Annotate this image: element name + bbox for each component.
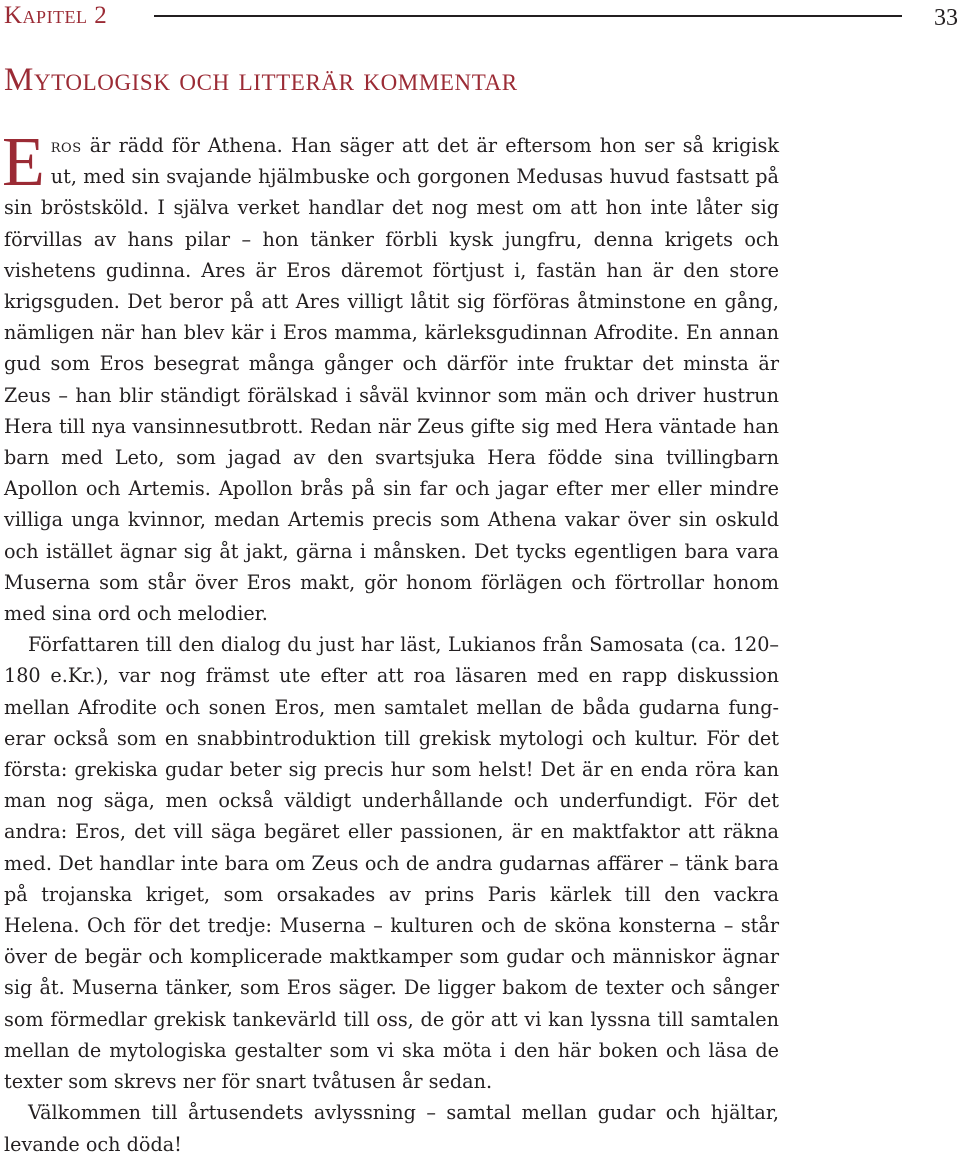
- paragraph-2-text: Författaren till den dialog du just har läst, Lukianos från Samosata (ca. 120–180 e.Kr.), var nog främst ute efter att roa läsaren med en rapp diskussion mellan Afrodite och sonen Eros, men samtalet mellan de båda gudarna fungerar också som en snabbintroduktion till grekisk mytologi och kultur. För det första: grekiska gudar beter sig precis hur som helst! Det är en enda röra kan man nog säga, men också väldigt underhållande och underfundigt. För det andra: Eros, det vill säga begäret eller passionen, är en maktfaktor att räkna med. Det handlar inte bara om Zeus och de andra gudarnas affärer – tänk bara på trojanska kriget, som orsakades av prins Paris kärlek till den vackra Helena. Och för det tredje: Muserna – kulturen och de sköna konsterna – står över de begär och komplicerade maktkamper som gudar och människor ägnar sig åt. Muserna tänker, som Eros säger. De ligger bakom de texter och sånger som förmedlar grekisk tankevärld till oss, de gör att vi kan lyssna till samtalen mellan de mytologiska gestalter som vi ska möta i den här boken och läsa de texter som skrevs ner för snart tvåtusen år sedan.: [4, 633, 779, 1094]
- header-rule: [154, 15, 902, 17]
- paragraph-3: [4, 1097, 779, 1159]
- section-title: Mytologisk och litterär kommentar: [4, 62, 518, 98]
- paragraph-2: [4, 629, 779, 1097]
- paragraph-1-text: är rädd för Athena. Han säger att det är eftersom hon ser så krigisk ut, med sin svajande hjälmbuske och gorgonen Medusas huvud fastsatt på sin bröstsköld. I själva verket handlar det nog mest om att hon inte låter sig förvillas av hans pilar – hon tänker förbli kysk jungfru, denna krigets och vishetens gudinna. Ares är Eros däremot förtjust i, fastän han är den store krigsguden. Det beror på att Ares villigt låtit sig förföras åtminstone en gång, nämligen när han blev kär i Eros mamma, kärleksgudinnan Afrodite. En annan gud som Eros besegrat många gånger och därför inte fruktar det minsta är Zeus – han blir ständigt förälskad i såväl kvinnor som män och driver hustrun Hera till nya vansinnesutbrott. Redan när Zeus gifte sig med Hera väntade han barn med Leto, som jagad av den svartsjuka Hera födde sina tvillingbarn Apollon och Artemis. Apollon brås på sin far och jagar efter mer eller mindre villiga unga kvinnor, medan Artemis precis som Athena vakar över sin oskuld och istället ägnar sig åt jakt, gärna i månsken. Det tycks egentligen bara vara Muserna som står över Eros makt, gör honom förlägen och förtrollar honom med sina ord och melodier.: [4, 134, 779, 626]
- paragraph-3-text: Välkommen till årtusendets avlyssning – samtal mellan gudar och hjältar, levande och döda!: [4, 1101, 779, 1156]
- page-number: 33: [934, 5, 958, 31]
- chapter-label: Kapitel 2: [4, 2, 108, 29]
- paragraph-1: [2, 124, 779, 629]
- running-head: [4, 2, 958, 32]
- lead-word: ros: [50, 134, 82, 157]
- body-text: [2, 124, 779, 1160]
- drop-cap: E: [2, 124, 45, 201]
